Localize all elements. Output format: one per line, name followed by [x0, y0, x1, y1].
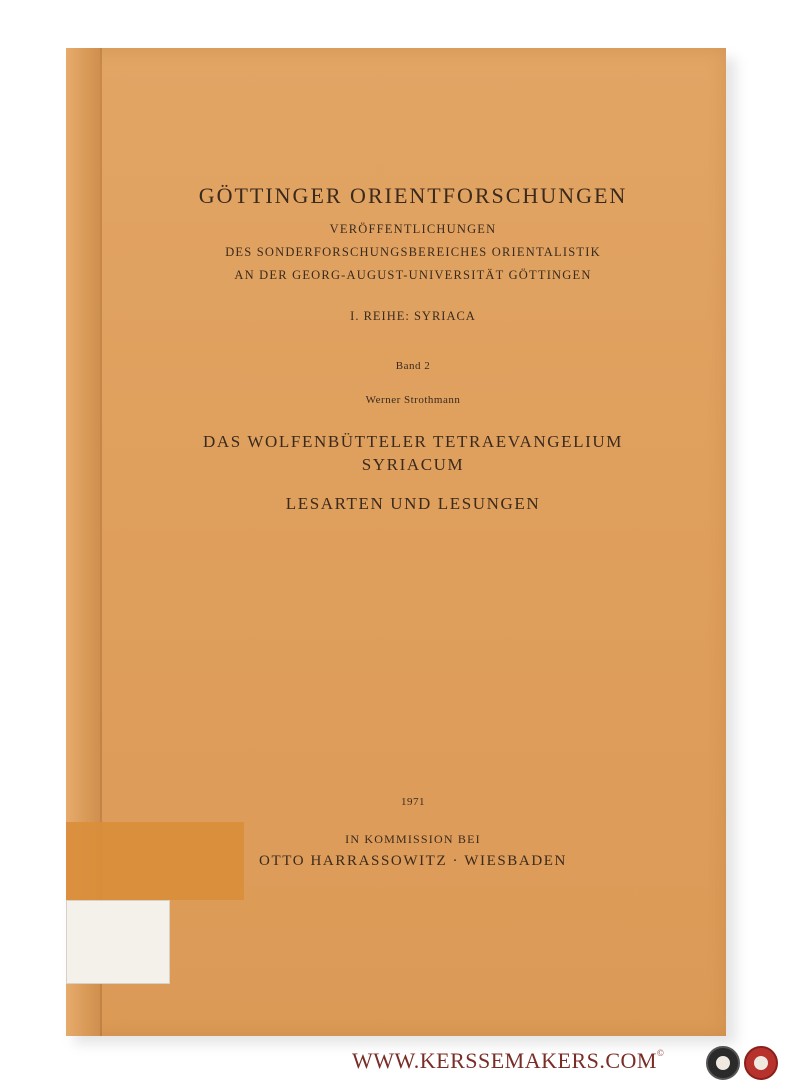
book-title-line-2: SYRIACUM — [361, 455, 465, 474]
series-subtitle-line-2: DES SONDERFORSCHUNGSBEREICHES ORIENTALISTIK — [225, 245, 601, 259]
publisher-line: OTTO HARRASSOWITZ · WIESBADEN — [259, 853, 567, 869]
volume-number: Band 2 — [395, 360, 431, 372]
library-label-white — [66, 900, 170, 984]
dealer-seal-icon — [706, 1046, 740, 1080]
author-name: Werner Strothmann — [365, 394, 461, 406]
series-subtitle-line-1: VERÖFFENTLICHUNGEN — [329, 222, 497, 236]
kommission-line: IN KOMMISSION BEI — [345, 832, 481, 846]
watermark-text: WWW.KERSSEMAKERS.COM — [352, 1048, 657, 1073]
book-title-line-1: DAS WOLFENBÜTTELER TETRAEVANGELIUM — [203, 432, 623, 451]
watermark-copyright-mark: © — [657, 1048, 665, 1058]
series-title: GÖTTINGER ORIENTFORSCHUNGEN — [198, 183, 628, 208]
association-seal-icon — [744, 1046, 778, 1080]
publication-year: 1971 — [401, 796, 425, 808]
website-watermark — [352, 1048, 664, 1074]
book-subtitle: LESARTEN UND LESUNGEN — [285, 494, 541, 513]
series-reihe: I. REIHE: SYRIACA — [350, 309, 476, 323]
series-subtitle-line-3: AN DER GEORG-AUGUST-UNIVERSITÄT GÖTTINGEN — [234, 268, 592, 282]
